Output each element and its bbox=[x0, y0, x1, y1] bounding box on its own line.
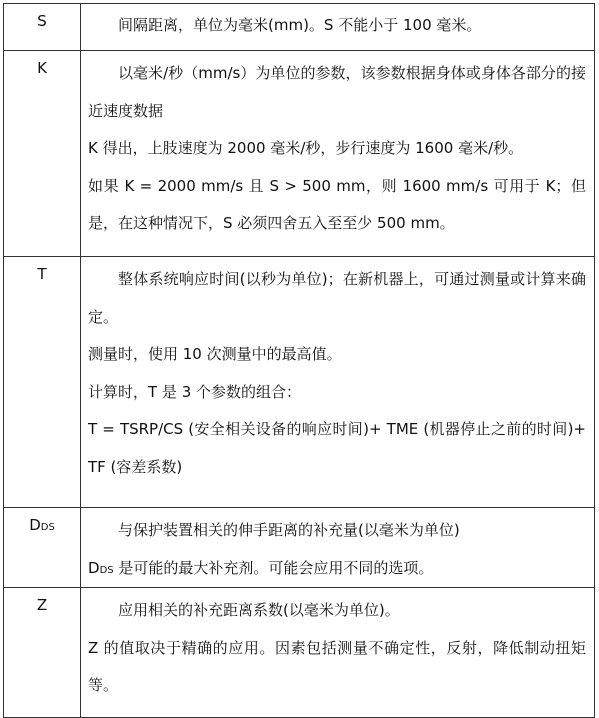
symbol-k: K bbox=[37, 59, 47, 77]
symbol-cell bbox=[4, 588, 81, 717]
description-cell bbox=[81, 51, 594, 256]
symbol-d: D bbox=[29, 516, 41, 534]
symbol-cell bbox=[4, 257, 81, 507]
table-row bbox=[4, 257, 594, 508]
symbol-cell bbox=[4, 51, 81, 256]
table-row bbox=[4, 51, 594, 257]
description-line: 计算时，T 是 3 个参数的组合： bbox=[88, 382, 302, 401]
description-line: T = TSRP/CS (安全相关设备的响应时间)+ TME (机器停止之前的时间)+ TF (容差系数) bbox=[88, 420, 586, 476]
symbol-t: T bbox=[37, 265, 47, 283]
table-row bbox=[4, 508, 594, 588]
table-row bbox=[4, 4, 594, 51]
symbol-s: S bbox=[37, 12, 47, 30]
definitions-table bbox=[3, 3, 595, 718]
description-cell bbox=[81, 508, 594, 587]
table-row bbox=[4, 588, 594, 717]
description-line: 以毫米/秒（mm/s）为单位的参数，该参数根据身体或身体各部分的接近速度数据 bbox=[88, 64, 586, 120]
description-line: Z 的值取决于精确的应用。因素包括测量不确定性，反射，降低制动扭矩等。 bbox=[88, 638, 586, 694]
description-line: K 得出，上肢速度为 2000 毫米/秒，步行速度为 1600 毫米/秒。 bbox=[88, 139, 524, 157]
symbol-cell bbox=[4, 4, 81, 50]
description-line: 如果 K = 2000 mm/s 且 S > 500 mm，则 1600 mm/s 可用于 K；但是，在这种情况下，S 必须四舍五入至至少 500 mm。 bbox=[88, 176, 586, 232]
description-line: 整体系统响应时间(以秒为单位)；在新机器上，可通过测量或计算来确定。 bbox=[88, 270, 586, 326]
description-cell bbox=[81, 257, 594, 507]
description-line: 应用相关的补充距离系数(以毫米为单位)。 bbox=[118, 601, 400, 619]
symbol-d-subscript: DS bbox=[40, 522, 55, 533]
symbol-z: Z bbox=[36, 596, 48, 614]
description-cell bbox=[81, 588, 594, 717]
description-line: 与保护装置相关的伸手距离的补充量(以毫米为单位) bbox=[118, 521, 460, 539]
description-line: 间隔距离，单位为毫米(mm)。S 不能小于 100 毫米。 bbox=[118, 16, 482, 34]
symbol-cell bbox=[4, 508, 81, 587]
inline-symbol-d: D bbox=[88, 558, 100, 577]
description-text: 是可能的最大补充剂。可能会应用不同的选项。 bbox=[118, 558, 434, 577]
description-line: 测量时，使用 10 次测量中的最高值。 bbox=[88, 345, 342, 363]
description-cell bbox=[81, 4, 594, 50]
inline-symbol-d-subscript: DS bbox=[99, 564, 114, 576]
description-line bbox=[88, 550, 586, 590]
